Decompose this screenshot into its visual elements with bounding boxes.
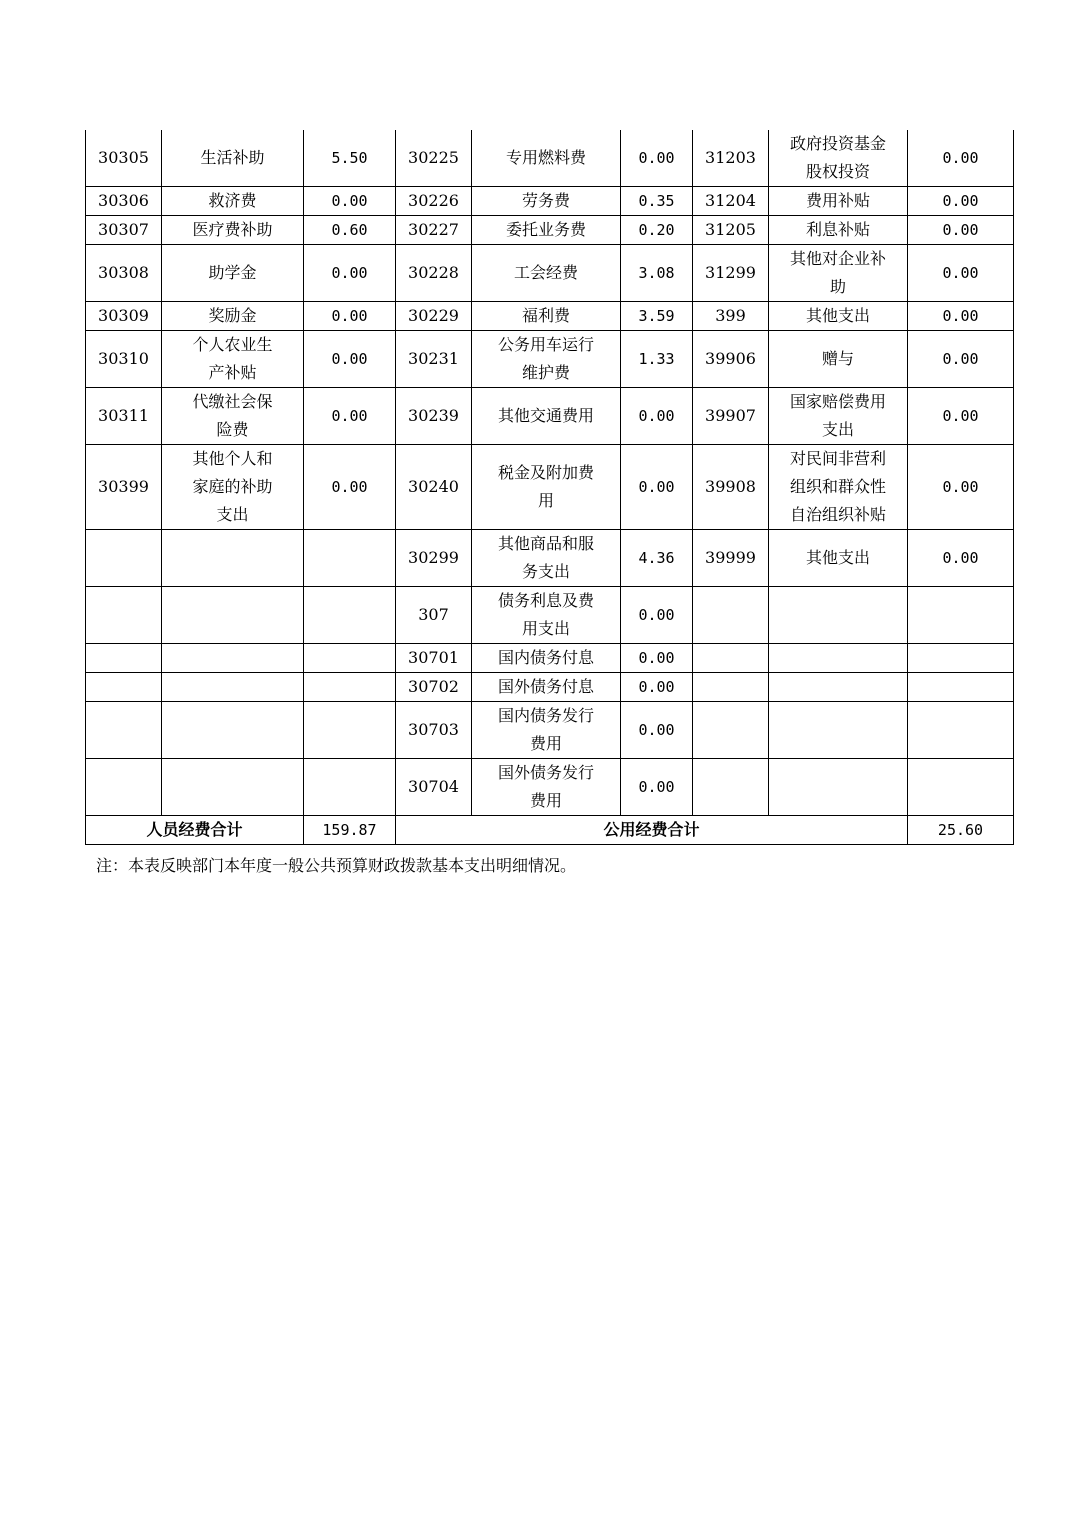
other-amount-cell: 0.00 [908,216,1014,245]
personnel-name-cell: 救济费 [162,187,304,216]
public-amount-cell: 0.00 [621,759,693,816]
public-code-cell: 30225 [396,130,472,187]
public-name-cell: 其他交通费用 [472,388,621,445]
public-name-cell: 其他商品和服 务支出 [472,530,621,587]
other-name-cell [769,702,908,759]
other-code-cell [693,587,769,644]
public-code-cell: 30229 [396,302,472,331]
public-amount-cell: 0.00 [621,130,693,187]
personnel-code-cell: 30306 [86,187,162,216]
personnel-code-cell: 30311 [86,388,162,445]
personnel-name-cell: 代缴社会保 险费 [162,388,304,445]
public-amount-cell: 0.00 [621,587,693,644]
personnel-amount-cell [304,673,396,702]
other-code-cell [693,673,769,702]
personnel-amount-cell: 0.00 [304,187,396,216]
personnel-code-cell [86,759,162,816]
other-amount-cell: 0.00 [908,302,1014,331]
public-name-cell: 国外债务付息 [472,673,621,702]
public-code-cell: 30701 [396,644,472,673]
table-row [86,445,1014,530]
public-name-cell: 国内债务发行 费用 [472,702,621,759]
personnel-name-cell [162,702,304,759]
other-code-cell: 399 [693,302,769,331]
public-name-cell: 专用燃料费 [472,130,621,187]
public-name-cell: 福利费 [472,302,621,331]
personnel-amount-cell [304,759,396,816]
table-row [86,673,1014,702]
other-amount-cell [908,644,1014,673]
other-amount-cell: 0.00 [908,445,1014,530]
other-code-cell [693,644,769,673]
public-code-cell: 30227 [396,216,472,245]
other-amount-cell: 0.00 [908,388,1014,445]
table-row [86,130,1014,187]
public-code-cell: 30299 [396,530,472,587]
public-amount-cell: 0.20 [621,216,693,245]
public-amount-cell: 1.33 [621,331,693,388]
personnel-total-value: 159.87 [304,816,396,845]
public-total-label: 公用经费合计 [396,816,908,845]
public-amount-cell: 0.00 [621,702,693,759]
public-code-cell: 30231 [396,331,472,388]
personnel-name-cell [162,530,304,587]
other-name-cell [769,673,908,702]
personnel-code-cell [86,587,162,644]
public-code-cell: 307 [396,587,472,644]
table-row [86,331,1014,388]
public-total-value: 25.60 [908,816,1014,845]
public-code-cell: 30240 [396,445,472,530]
other-name-cell: 利息补贴 [769,216,908,245]
other-code-cell [693,702,769,759]
personnel-name-cell [162,759,304,816]
other-name-cell: 国家赔偿费用 支出 [769,388,908,445]
public-code-cell: 30226 [396,187,472,216]
other-amount-cell: 0.00 [908,331,1014,388]
personnel-amount-cell [304,530,396,587]
other-name-cell: 其他支出 [769,530,908,587]
total-row [86,816,1014,845]
personnel-amount-cell [304,587,396,644]
expenditure-detail-table [85,130,1014,845]
public-name-cell: 劳务费 [472,187,621,216]
personnel-amount-cell [304,702,396,759]
personnel-code-cell: 30399 [86,445,162,530]
other-name-cell [769,587,908,644]
public-name-cell: 债务利息及费 用支出 [472,587,621,644]
personnel-name-cell: 助学金 [162,245,304,302]
public-name-cell: 国内债务付息 [472,644,621,673]
public-amount-cell: 0.00 [621,644,693,673]
public-amount-cell: 0.00 [621,445,693,530]
personnel-amount-cell: 0.00 [304,445,396,530]
public-code-cell: 30703 [396,702,472,759]
table-row [86,187,1014,216]
personnel-name-cell [162,673,304,702]
personnel-amount-cell: 0.00 [304,245,396,302]
other-amount-cell: 0.00 [908,245,1014,302]
table-row [86,759,1014,816]
personnel-amount-cell: 0.60 [304,216,396,245]
personnel-code-cell [86,702,162,759]
other-name-cell [769,759,908,816]
public-code-cell: 30704 [396,759,472,816]
other-code-cell: 31203 [693,130,769,187]
other-code-cell: 31204 [693,187,769,216]
other-amount-cell [908,673,1014,702]
other-code-cell [693,759,769,816]
other-amount-cell [908,587,1014,644]
personnel-name-cell: 其他个人和 家庭的补助 支出 [162,445,304,530]
personnel-name-cell [162,644,304,673]
public-name-cell: 税金及附加费 用 [472,445,621,530]
public-code-cell: 30239 [396,388,472,445]
personnel-name-cell: 医疗费补助 [162,216,304,245]
other-amount-cell: 0.00 [908,530,1014,587]
table-row [86,216,1014,245]
table-row [86,530,1014,587]
other-name-cell: 其他支出 [769,302,908,331]
other-code-cell: 31299 [693,245,769,302]
table-row [86,644,1014,673]
table-note: 注：本表反映部门本年度一般公共预算财政拨款基本支出明细情况。 [96,856,577,875]
public-amount-cell: 0.00 [621,388,693,445]
public-name-cell: 委托业务费 [472,216,621,245]
other-name-cell: 其他对企业补 助 [769,245,908,302]
personnel-code-cell [86,673,162,702]
personnel-amount-cell: 5.50 [304,130,396,187]
personnel-name-cell [162,587,304,644]
personnel-code-cell: 30308 [86,245,162,302]
other-amount-cell [908,759,1014,816]
personnel-code-cell: 30307 [86,216,162,245]
public-amount-cell: 0.35 [621,187,693,216]
personnel-amount-cell: 0.00 [304,331,396,388]
table-row [86,388,1014,445]
table-row [86,702,1014,759]
personnel-amount-cell [304,644,396,673]
other-name-cell [769,644,908,673]
personnel-name-cell: 奖励金 [162,302,304,331]
public-name-cell: 国外债务发行 费用 [472,759,621,816]
other-amount-cell: 0.00 [908,130,1014,187]
personnel-name-cell: 个人农业生 产补贴 [162,331,304,388]
personnel-code-cell: 30305 [86,130,162,187]
other-name-cell: 政府投资基金 股权投资 [769,130,908,187]
public-name-cell: 公务用车运行 维护费 [472,331,621,388]
other-name-cell: 费用补贴 [769,187,908,216]
other-name-cell: 对民间非营利 组织和群众性 自治组织补贴 [769,445,908,530]
public-code-cell: 30702 [396,673,472,702]
personnel-name-cell: 生活补助 [162,130,304,187]
personnel-amount-cell: 0.00 [304,302,396,331]
table-row [86,302,1014,331]
table-row [86,245,1014,302]
table-row [86,587,1014,644]
personnel-amount-cell: 0.00 [304,388,396,445]
personnel-total-label: 人员经费合计 [86,816,304,845]
personnel-code-cell [86,644,162,673]
public-amount-cell: 3.59 [621,302,693,331]
public-name-cell: 工会经费 [472,245,621,302]
personnel-code-cell: 30310 [86,331,162,388]
personnel-code-cell [86,530,162,587]
other-code-cell: 39908 [693,445,769,530]
public-amount-cell: 4.36 [621,530,693,587]
other-amount-cell [908,702,1014,759]
other-code-cell: 39907 [693,388,769,445]
other-code-cell: 39999 [693,530,769,587]
table-body [86,130,1014,816]
public-amount-cell: 0.00 [621,673,693,702]
other-code-cell: 39906 [693,331,769,388]
personnel-code-cell: 30309 [86,302,162,331]
other-amount-cell: 0.00 [908,187,1014,216]
public-code-cell: 30228 [396,245,472,302]
other-name-cell: 赠与 [769,331,908,388]
public-amount-cell: 3.08 [621,245,693,302]
other-code-cell: 31205 [693,216,769,245]
